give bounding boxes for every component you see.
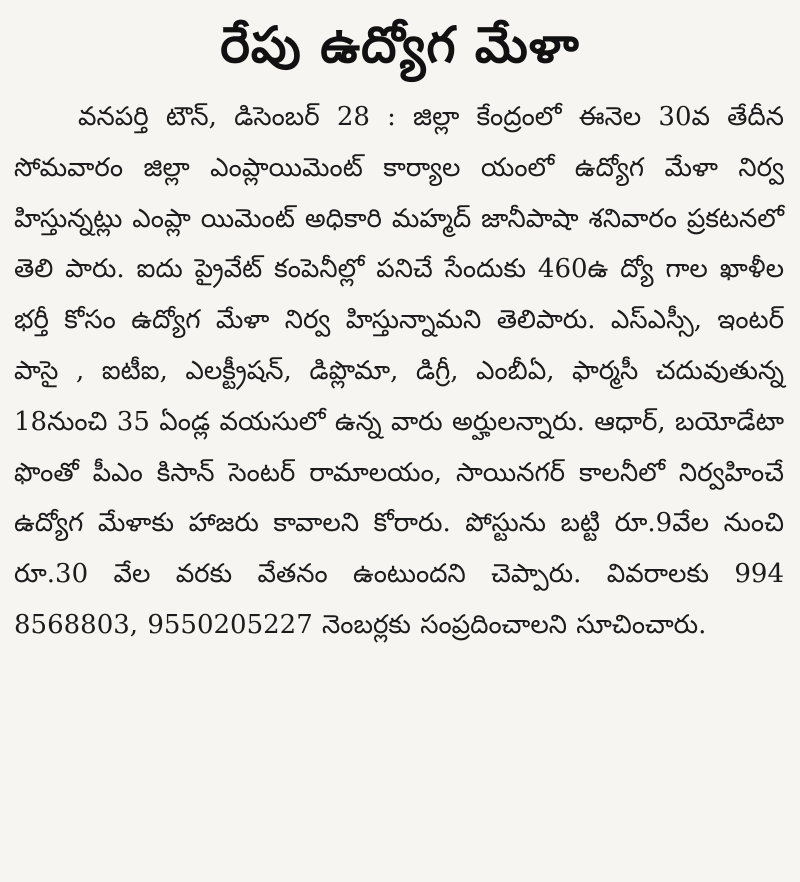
article-body: వనపర్తి టౌన్, డిసెంబర్ 28 : జిల్లా కేంద్రంలో ఈనెల 30వ తేదీన సోమవారం జిల్లా ఎంప్లాయిమెంట్ కార్యాల యంలో ఉద్యోగ మేళా నిర్వ హిస్తున్నట్లు ఎంప్లా యిమెంట్ అధికారి మహ్మద్ జానీపాషా శనివారం ప్రకటనలో తెలి పారు. ఐదు ప్రైవేట్ కంపెనీల్లో పనిచే సేందుకు 460ఉ ద్యో గాల ఖాళీల భర్తీ కోసం ఉద్యోగ మేళా నిర్వ హిస్తున్నామని తెలిపారు. ఎస్ఎస్సీ, ఇంటర్ పాసై , ఐటీఐ, ఎలక్ట్రీషన్, డిప్లొమా, డిగ్రీ, ఎంబీఏ, ఫార్మసీ చదువుతున్న 18నుంచి 35 ఏండ్ల వయసులో ఉన్న వారు అర్హులన్నారు. ఆధార్, బయోడేటా ఫొంతో పీఎం కిసాన్ సెంటర్ రామాలయం, సాయినగర్ కాలనీలో నిర్వహించే ఉద్యోగ మేళాకు హాజరు కావాలని కోరారు. పోస్టును బట్టి రూ.9వేల నుంచి రూ.30 వేల వరకు వేతనం ఉంటుందని చెప్పారు. వివరాలకు 994 8568803, 9550205227 నెంబర్లకు సంప్రదించాలని సూచించారు. bbox=[14, 102, 784, 640]
article-headline: రేపు ఉద్యోగ మేళా bbox=[220, 16, 580, 74]
